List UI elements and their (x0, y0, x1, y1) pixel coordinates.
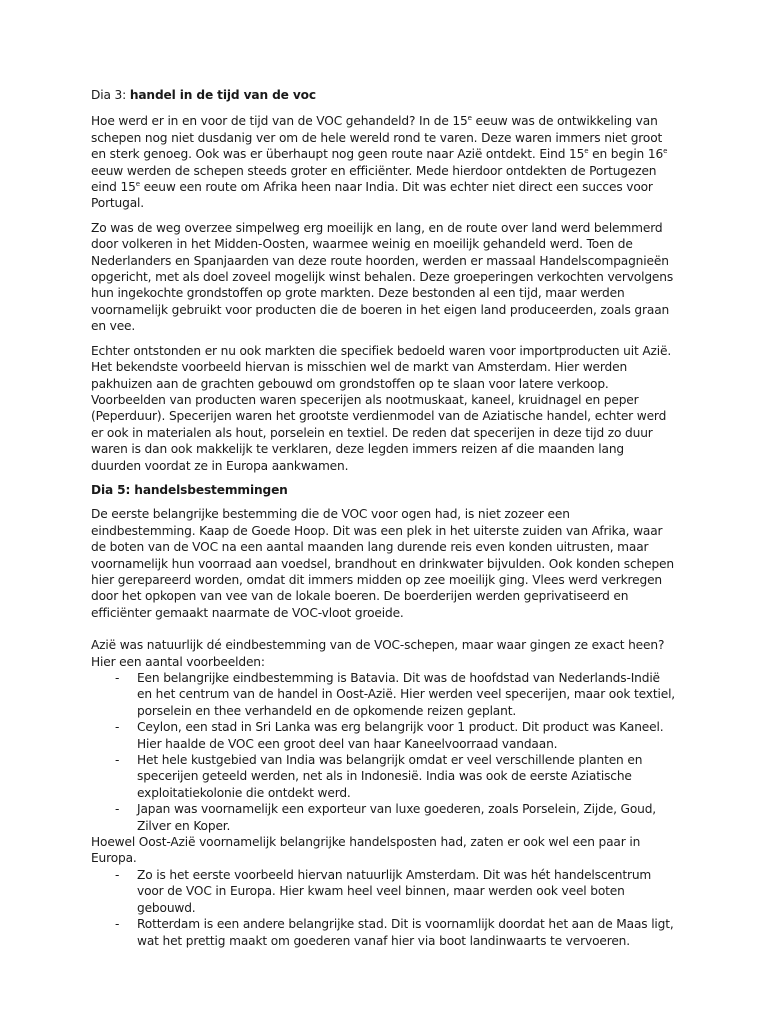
list-item (91, 867, 676, 916)
p1-text-b: eeuw was de ontwikkeling van schepen nog niet dusdanig ver om de hele wereld rond te varen. Deze waren immers niet groot en sterk genoeg. Ook was er überhaupt nog geen route naar Azië ontdekt. Eind 15 (91, 114, 663, 162)
dash-bullet: - (115, 802, 120, 817)
paragraph-asia-intro: Azië was natuurlijk dé eindbestemming van de VOC-schepen, maar waar gingen ze exact heen? Hier een aantal voorbeelden: (91, 638, 665, 669)
p1-sup-3: e (663, 147, 668, 156)
p1-sup-4: e (135, 180, 140, 189)
dash-bullet: - (115, 671, 120, 685)
paragraph-overland-route: Zo was de weg overzee simpelweg erg moeilijk en lang, en de route over land werd belemmerd door volkeren in het Midden-Oosten, waarmee weinig en moeilijk gehandeld werd. Toen de Nederlanders en Spanjaarden van deze route hoorden, werden er massaal Handelscompagnieën opgericht, met als doel zoveel mogelijk winst behalen. Deze groeperingen verkochten vervolgens hun ingekochte grondstoffen op grote markten. Deze bestonden al een tijd, maar werden voornamelijk gebruikt voor producten die de boeren in het eigen land produceerden, zoals graan en vee. (91, 220, 674, 334)
p1-text-c: en begin 16 (588, 147, 664, 162)
paragraph-europe-intro: Hoewel Oost-Azië voornamelijk belangrijke handelsposten had, zaten er ook wel een paar in Europa. (91, 835, 641, 866)
dash-bullet: - (115, 720, 120, 735)
blank-line (91, 621, 676, 637)
list-item-text: Rotterdam is een andere belangrijke stad. Dit is voornamlijk doordat het aan de Maas ligt, wat het prettig maakt om goederen vanaf hier via boot landinwaarts te vervoeren. (137, 917, 674, 948)
list-item-text: Een belangrijke eindbestemming is Batavia. Dit was de hoofdstad van Nederlands-Indië en het centrum van de handel in Oost-Azië. Hier werden veel specerijen, maar ook textiel, porselein en thee verhandeld en de opkomende reizen geplant. (137, 671, 676, 718)
list-item-text: Ceylon, een stad in Sri Lanka was erg belangrijk voor 1 product. Dit product was Kaneel. Hier haalde de VOC een groot deel van haar Kaneelvoorraad vandaan. (137, 720, 664, 751)
dia5-heading: Dia 5: handelsbestemmingen (91, 482, 288, 497)
dia3-title: handel in de tijd van de voc (129, 88, 316, 102)
list-item (91, 916, 676, 949)
document-page (91, 87, 676, 949)
dash-bullet: - (115, 917, 120, 932)
europe-posts-list (91, 867, 676, 949)
paragraph-cape-good-hope: De eerste belangrijke bestemming die de VOC voor ogen had, is niet zozeer een eindbestemming. Kaap de Goede Hoop. Dit was een plek in het uiterste zuiden van Afrika, waar de boten van de VOC na een aantal maanden lang durende reis even konden uitrusten, maar voornamelijk hun voorraad aan voedsel, brandhout en drinkwater bijvulden. Ook konden schepen hier gerepareerd worden, omdat dit immers midden op zee moeilijk ging. Vlees werd verkregen door het opkopen van vee van de lokale boeren. De boerderijen werden geprivatiseerd en efficiënter gemaakt naarmate de VOC-vloot groeide. (91, 507, 674, 620)
p1-text-d: eeuw werden de schepen steeds groter en efficiënter. Mede hierdoor ontdekten de Portugezen eind 15 (91, 163, 657, 195)
list-item (91, 801, 676, 834)
list-item (91, 752, 676, 801)
dash-bullet: - (115, 753, 120, 768)
p1-sup-2: e (584, 147, 589, 156)
p1-text-e: eeuw een route om Afrika heen naar India. Dit was echter niet direct een succes voor Portugal. (91, 180, 653, 211)
asia-destinations-list (91, 670, 676, 834)
paragraph-import-markets: Echter ontstonden er nu ook markten die specifiek bedoeld waren voor importproducten uit Azië. Het bekendste voorbeeld hiervan is misschien wel de markt van Amsterdam. Hier werden pakhuizen aan de grachten gebouwd om grondstoffen op te slaan voor latere verkoop. Voorbeelden van producten waren specerijen als nootmuskaat, kaneel, kruidnagel en peper (Peperduur). Specerijen waren het grootste verdienmodel van de Aziatische handel, echter werd er ook in materialen als hout, porselein en textiel. De reden dat specerijen in deze tijd zo duur waren is dan ook makkelijk te verklaren, deze legden immers reizen af die maanden lang duurden voordat ze in Europa aankwamen. (91, 343, 672, 473)
dash-bullet: - (115, 867, 120, 882)
paragraph-voc-history (91, 113, 676, 211)
list-item-text: Japan was voornamelijk een exporteur van luxe goederen, zoals Porselein, Zijde, Goud, Zilver en Koper. (137, 802, 657, 833)
dia3-heading (91, 87, 676, 103)
list-item (91, 670, 676, 719)
dia3-prefix: Dia 3: (91, 88, 130, 102)
list-item (91, 719, 676, 752)
p1-sup-1: e (467, 114, 472, 123)
list-item-text: Het hele kustgebied van India was belangrijk omdat er veel verschillende planten en specerijen geteeld werden, net als in Indonesië. India was ook de eerste Aziatische exploitatiekolonie die ontdekt werd. (137, 753, 643, 800)
list-item-text: Zo is het eerste voorbeeld hiervan natuurlijk Amsterdam. Dit was hét handelscentrum voor de VOC in Europa. Hier kwam heel veel binnen, maar werden ook veel boten gebouwd. (137, 867, 652, 915)
p1-text-a: Hoe werd er in en voor de tijd van de VOC gehandeld? In de 15 (91, 114, 468, 129)
